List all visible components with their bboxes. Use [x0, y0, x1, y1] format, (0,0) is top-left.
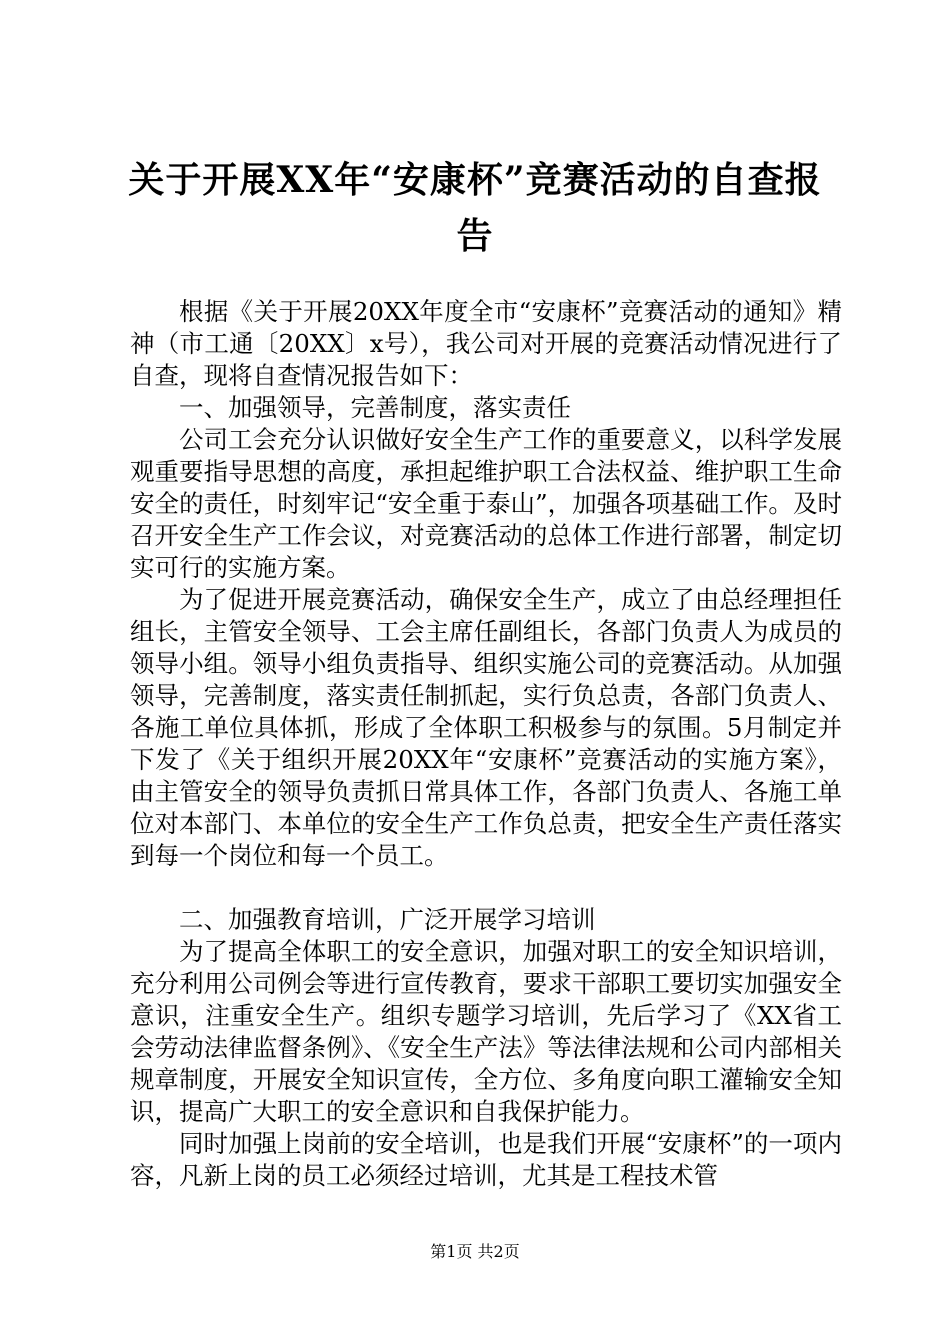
- document-title: 关于开展XX年“安康杯”竞赛活动的自查报告: [128, 159, 822, 257]
- paragraph-intro: 根据《关于开展20XX年度全市“安康杯”竞赛活动的通知》精神（市工通〔20XX〕x号），我公司对开展的竞赛活动情况进行了自查，现将自查情况报告如下：: [130, 297, 842, 390]
- page-number-footer: 第1页 共2页: [430, 1242, 520, 1261]
- paragraph-section1-b: 为了促进开展竞赛活动，确保安全生产，成立了由总经理担任组长，主管安全领导、工会主席任副组长，各部门负责人为成员的领导小组。领导小组负责指导、组织实施公司的竞赛活动。从加强领导，完善制度，落实责任制抓起，实行负总责，各部门负责人、各施工单位具体抓，形成了全体职工积极参与的氛围。5月制定并下发了《关于组织开展20XX年“安康杯”竞赛活动的实施方案》，由主管安全的领导负责抓日常具体工作，各部门负责人、各施工单位对本部门、本单位的安全生产工作负总责，把安全生产责任落实到每一个岗位和每一个员工。: [130, 585, 842, 870]
- section-heading-2: 二、加强教育培训，广泛开展学习培训: [179, 905, 596, 934]
- section-heading-1: 一、加强领导，完善制度，落实责任: [179, 393, 571, 422]
- paragraph-section1-a: 公司工会充分认识做好安全生产工作的重要意义，以科学发展观重要指导思想的高度，承担起维护职工合法权益、维护职工生命安全的责任，时刻牢记“安全重于泰山”，加强各项基础工作。及时召开安全生产工作会议，对竞赛活动的总体工作进行部署，制定切实可行的实施方案。: [130, 425, 842, 582]
- paragraph-section2-a: 为了提高全体职工的安全意识，加强对职工的安全知识培训，充分利用公司例会等进行宣传教育，要求干部职工要切实加强安全意识，注重安全生产。组织专题学习培训，先后学习了《XX省工会劳动法律监督条例》、《安全生产法》等法律法规和公司内部相关规章制度，开展安全知识宣传，全方位、多角度向职工灌输安全知识，提高广大职工的安全意识和自我保护能力。: [130, 937, 842, 1126]
- document-body: [130, 296, 842, 1192]
- paragraph-section2-b: 同时加强上岗前的安全培训，也是我们开展“安康杯”的一项内容，凡新上岗的员工必须经过培训，尤其是工程技术管: [130, 1129, 842, 1190]
- paragraph-spacer: [130, 872, 842, 904]
